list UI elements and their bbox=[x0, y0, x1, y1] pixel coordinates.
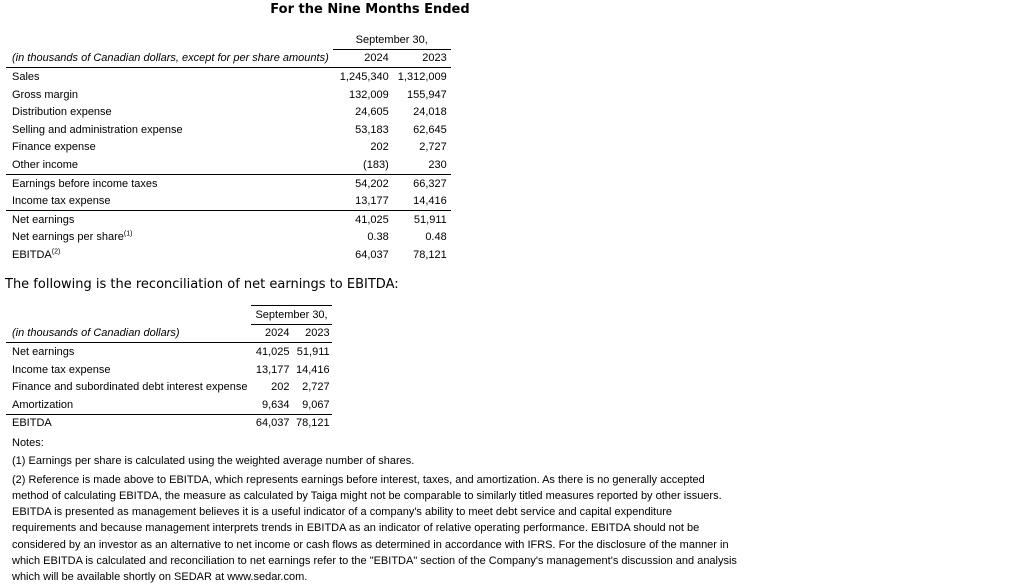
row-label bbox=[6, 68, 333, 86]
row-label-text: Finance and subordinated debt interest expense bbox=[12, 381, 248, 394]
value-2024: 54,202 bbox=[333, 174, 393, 192]
row-label-text: Selling and administration expense bbox=[12, 123, 183, 136]
row-label-text: Other income bbox=[12, 158, 79, 171]
row-label-text: Income tax expense bbox=[12, 195, 111, 208]
row-label-text: Earnings before income taxes bbox=[12, 177, 158, 190]
value-2024: 53,183 bbox=[355, 123, 389, 136]
year-header: 2024 bbox=[333, 49, 393, 68]
reconciliation-intro: The following is the reconciliation of net earnings to EBITDA: bbox=[5, 277, 399, 292]
value-2024: 0.38 bbox=[367, 231, 389, 244]
value-2024: 41,025 bbox=[333, 210, 393, 228]
table-row bbox=[6, 192, 451, 210]
table-row bbox=[6, 210, 451, 228]
table-row bbox=[6, 378, 332, 396]
notes-heading: Notes: bbox=[12, 437, 44, 449]
row-label-text: Net earnings per share bbox=[12, 231, 124, 244]
row-label bbox=[6, 396, 251, 414]
value-2024: 64,037 bbox=[355, 248, 389, 261]
value-2024: 64,037 bbox=[251, 414, 291, 432]
value-2024: 132,009 bbox=[348, 88, 389, 101]
value-2024: 9,634 bbox=[262, 398, 290, 411]
value-2023: 2,727 bbox=[419, 141, 447, 154]
year-header: 2024 bbox=[251, 324, 291, 343]
note-1: (1) Earnings per share is calculated using the weighted average number of shares. bbox=[12, 455, 415, 468]
table-row bbox=[6, 103, 451, 121]
value-2023: 51,911 bbox=[296, 345, 330, 358]
value-2024: 1,245,340 bbox=[339, 70, 389, 83]
ebitda-reconciliation-table bbox=[6, 305, 332, 432]
table-row bbox=[6, 361, 332, 379]
row-label-text: Finance expense bbox=[12, 141, 96, 154]
value-2024: (183) bbox=[363, 158, 389, 171]
units-label: (in thousands of Canadian dollars, except for per share amounts) bbox=[6, 49, 333, 68]
row-label bbox=[6, 174, 333, 192]
year-header: 2023 bbox=[292, 324, 332, 343]
row-label-text: EBITDA bbox=[12, 248, 52, 261]
row-label bbox=[6, 86, 333, 104]
row-label bbox=[6, 192, 333, 210]
nine-months-table bbox=[6, 31, 451, 264]
table-row bbox=[6, 68, 451, 86]
value-2024: 202 bbox=[370, 141, 389, 154]
row-label bbox=[6, 414, 251, 432]
table-row bbox=[6, 121, 451, 139]
table-row bbox=[6, 414, 332, 432]
table-row bbox=[6, 396, 332, 414]
value-2023: 62,645 bbox=[413, 123, 447, 136]
row-label bbox=[6, 246, 333, 264]
row-label bbox=[6, 139, 333, 157]
row-label-text: EBITDA bbox=[12, 417, 52, 430]
table-row bbox=[6, 174, 451, 192]
year-header: 2023 bbox=[393, 49, 451, 68]
table-row bbox=[6, 343, 332, 361]
row-label-text: Income tax expense bbox=[12, 363, 111, 376]
value-2023: 14,416 bbox=[413, 195, 447, 208]
value-2023: 9,067 bbox=[302, 398, 330, 411]
row-label bbox=[6, 229, 333, 247]
period-header: September 30, bbox=[251, 306, 331, 325]
value-2023: 14,416 bbox=[295, 363, 330, 376]
footnote-ref: (1) bbox=[123, 230, 133, 238]
value-2023: 24,018 bbox=[413, 106, 447, 119]
row-label bbox=[6, 343, 251, 361]
row-label-text: Distribution expense bbox=[12, 106, 112, 119]
note-2: (2) Reference is made above to EBITDA, which represents earnings before interest, taxes, and amortization. As there is no generally accepted method of calculating EBITDA, the measure as calculated by Taiga might not be comparable to similarly titled measures reported by other issuers. EBITDA is presented as management believes it is a useful indicator of a company's ability to meet debt service and capital expenditure requirements and because management interprets trends in EBITDA as an indicator of relative operating performance. EBITDA should not be considered by an investor as an alternative to net income or cash flows as determined in accordance with IFRS. For the disclosure of the manner in which EBITDA is calculated and reconciliation to net earnings refer to the "EBITDA" section of the Company's management's discussion and analysis which will be available shortly on SEDAR at www.sedar.com. bbox=[12, 473, 737, 584]
notes-section bbox=[12, 435, 737, 586]
value-2024: 13,177 bbox=[355, 195, 389, 208]
table-row bbox=[6, 139, 451, 157]
row-label bbox=[6, 103, 333, 121]
value-2023: 230 bbox=[428, 158, 447, 171]
row-label-text: Gross margin bbox=[12, 88, 79, 101]
units-label: (in thousands of Canadian dollars) bbox=[6, 324, 251, 343]
row-label bbox=[6, 121, 333, 139]
value-2024: 13,177 bbox=[255, 363, 290, 376]
table-row bbox=[6, 229, 451, 247]
table-row bbox=[6, 246, 451, 264]
table-row bbox=[6, 156, 451, 174]
value-2023: 155,947 bbox=[406, 88, 447, 101]
row-label-text: Amortization bbox=[12, 398, 74, 411]
row-label bbox=[6, 361, 251, 379]
period-header: September 30, bbox=[333, 31, 451, 49]
value-2024: 24,605 bbox=[355, 106, 389, 119]
value-2024: 202 bbox=[271, 381, 290, 394]
value-2024: 41,025 bbox=[255, 345, 290, 358]
row-label bbox=[6, 210, 333, 228]
value-2023: 78,121 bbox=[292, 414, 332, 432]
row-label bbox=[6, 156, 333, 174]
value-2023: 78,121 bbox=[413, 248, 447, 261]
row-label-text: Net earnings bbox=[12, 345, 75, 358]
value-2023: 2,727 bbox=[302, 381, 330, 394]
value-2023: 1,312,009 bbox=[397, 70, 447, 83]
footnote-ref: (2) bbox=[51, 248, 61, 256]
row-label-text: Net earnings bbox=[12, 213, 75, 226]
value-2023: 0.48 bbox=[425, 231, 447, 244]
page-title: For the Nine Months Ended bbox=[270, 2, 470, 17]
row-label bbox=[6, 378, 251, 396]
table-row bbox=[6, 86, 451, 104]
row-label-text: Sales bbox=[12, 70, 40, 83]
value-2023: 66,327 bbox=[393, 174, 451, 192]
value-2023: 51,911 bbox=[393, 210, 451, 228]
